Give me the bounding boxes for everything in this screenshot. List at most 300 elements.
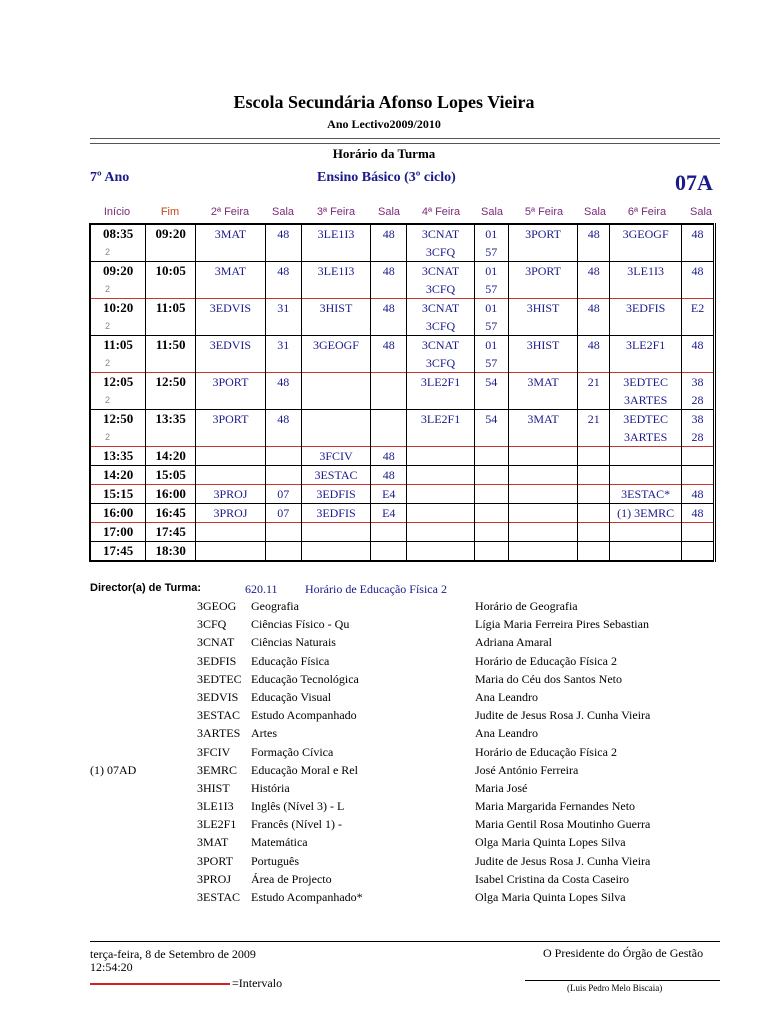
subject-cell: 3CNAT bbox=[407, 224, 475, 243]
subject-cell bbox=[508, 243, 578, 262]
subject-cell bbox=[407, 447, 475, 466]
start-time: 11:05 bbox=[90, 336, 146, 355]
room-cell bbox=[371, 391, 407, 410]
legend-row bbox=[0, 654, 768, 672]
table-row bbox=[90, 280, 715, 299]
table-row bbox=[90, 373, 715, 392]
subject-cell: 3PORT bbox=[196, 373, 266, 392]
legend-teacher: Maria José bbox=[475, 780, 528, 795]
room-cell bbox=[371, 243, 407, 262]
room-cell bbox=[682, 466, 715, 485]
room-cell: 54 bbox=[474, 410, 508, 429]
legend-subject: Estudo Acompanhado bbox=[251, 708, 357, 723]
legend-row bbox=[0, 599, 768, 617]
legend-subject: Artes bbox=[251, 726, 277, 741]
subject-cell bbox=[301, 373, 371, 392]
legend-row bbox=[0, 672, 768, 690]
start-time: 12:50 bbox=[90, 410, 146, 429]
room-cell bbox=[682, 354, 715, 373]
subject-cell bbox=[508, 354, 578, 373]
period-count: 2 bbox=[90, 317, 146, 336]
subject-cell bbox=[610, 317, 682, 336]
room-cell: 48 bbox=[265, 373, 301, 392]
room-cell: 57 bbox=[474, 317, 508, 336]
room-cell bbox=[578, 428, 610, 447]
subject-cell bbox=[196, 280, 266, 299]
legend-code: 3ESTAC bbox=[197, 708, 241, 723]
room-cell: 48 bbox=[371, 466, 407, 485]
legend-subject: Inglês (Nível 3) - L bbox=[251, 799, 345, 814]
legend-subject: Francês (Nível 1) - bbox=[251, 817, 342, 832]
room-cell bbox=[265, 428, 301, 447]
legend-code: 3PORT bbox=[197, 853, 233, 868]
subject-cell bbox=[196, 428, 266, 447]
subject-cell bbox=[610, 354, 682, 373]
room-cell bbox=[682, 280, 715, 299]
subject-cell: 3ESTAC* bbox=[610, 485, 682, 504]
room-cell bbox=[682, 243, 715, 262]
legend-teacher: Horário de Geografia bbox=[475, 599, 578, 613]
room-cell: 48 bbox=[682, 262, 715, 281]
room-cell: 01 bbox=[474, 224, 508, 243]
subject-cell: 3EDVIS bbox=[196, 336, 266, 355]
legend-code: 3EDTEC bbox=[197, 671, 242, 686]
room-cell: 07 bbox=[265, 504, 301, 523]
legend-code: 3LE1I3 bbox=[197, 799, 234, 814]
room-cell bbox=[474, 542, 508, 562]
legend-teacher: Horário de Educação Física 2 bbox=[475, 653, 617, 668]
legend-subject: Área de Projecto bbox=[251, 871, 332, 886]
room-cell bbox=[578, 485, 610, 504]
period-count: 2 bbox=[90, 391, 146, 410]
period-count: 2 bbox=[90, 428, 146, 447]
subject-cell bbox=[610, 523, 682, 542]
legend-subject: Educação Tecnológica bbox=[251, 671, 359, 686]
end-time-spacer bbox=[146, 428, 196, 447]
legend-subject: Ciências Naturais bbox=[251, 635, 336, 650]
room-cell bbox=[682, 523, 715, 542]
room-cell: 07 bbox=[265, 485, 301, 504]
legend-teacher: Olga Maria Quinta Lopes Silva bbox=[475, 890, 626, 904]
table-row bbox=[90, 504, 715, 523]
legend-row bbox=[0, 890, 768, 908]
room-cell bbox=[371, 354, 407, 373]
subject-cell: 3ARTES bbox=[610, 391, 682, 410]
subject-cell: 3PORT bbox=[508, 224, 578, 243]
table-row bbox=[90, 317, 715, 336]
subject-cell bbox=[610, 243, 682, 262]
subject-cell: 3PORT bbox=[508, 262, 578, 281]
room-cell bbox=[265, 317, 301, 336]
subject-cell bbox=[508, 391, 578, 410]
legend-row bbox=[0, 745, 768, 763]
header-room-2: Sala bbox=[377, 206, 401, 218]
subject-cell bbox=[407, 523, 475, 542]
room-cell: 38 bbox=[682, 410, 715, 429]
subject-cell: 3FCIV bbox=[301, 447, 371, 466]
room-cell: 48 bbox=[371, 299, 407, 318]
legend-subject: Educação Moral e Rel bbox=[251, 762, 358, 777]
legend-teacher: Isabel Cristina da Costa Caseiro bbox=[475, 871, 629, 886]
room-cell: E4 bbox=[371, 485, 407, 504]
room-cell: 31 bbox=[265, 299, 301, 318]
subject-cell bbox=[407, 466, 475, 485]
room-cell: 48 bbox=[371, 224, 407, 243]
subject-cell: (1) 3EMRC bbox=[610, 504, 682, 523]
header-start: Início bbox=[103, 206, 131, 218]
legend-code: 3ARTES bbox=[197, 726, 241, 741]
room-cell bbox=[265, 243, 301, 262]
subject-cell bbox=[407, 504, 475, 523]
subject-cell: 3CFQ bbox=[407, 317, 475, 336]
director-label: Director(a) de Turma: bbox=[90, 582, 202, 594]
subject-cell: 3CFQ bbox=[407, 280, 475, 299]
subject-cell bbox=[508, 504, 578, 523]
subject-cell: 3MAT bbox=[508, 410, 578, 429]
room-cell: 48 bbox=[265, 410, 301, 429]
room-cell bbox=[682, 447, 715, 466]
room-cell bbox=[474, 523, 508, 542]
start-time: 10:20 bbox=[90, 299, 146, 318]
legend-row bbox=[0, 817, 768, 835]
legend-code: 3ESTAC bbox=[197, 890, 241, 904]
room-cell: 48 bbox=[578, 336, 610, 355]
director-name: Horário de Educação Física 2 bbox=[305, 582, 447, 596]
subject-cell bbox=[610, 280, 682, 299]
legend-row bbox=[0, 799, 768, 817]
legend-subject: História bbox=[251, 780, 290, 795]
header-room-5: Sala bbox=[689, 206, 713, 218]
room-cell bbox=[265, 447, 301, 466]
room-cell bbox=[474, 504, 508, 523]
subject-cell: 3LE2F1 bbox=[610, 336, 682, 355]
subject-cell bbox=[301, 542, 371, 562]
subject-cell: 3MAT bbox=[508, 373, 578, 392]
legend-teacher: Adriana Amaral bbox=[475, 635, 552, 650]
room-cell: 21 bbox=[578, 410, 610, 429]
header-thursday: 5ª Feira bbox=[524, 206, 564, 218]
room-cell: 48 bbox=[682, 224, 715, 243]
end-time-spacer bbox=[146, 391, 196, 410]
room-cell bbox=[371, 523, 407, 542]
room-cell: 48 bbox=[578, 299, 610, 318]
legend-row bbox=[0, 781, 768, 799]
legend-row bbox=[0, 617, 768, 635]
legend-row bbox=[0, 872, 768, 890]
room-cell: E4 bbox=[371, 504, 407, 523]
start-time: 16:00 bbox=[90, 504, 146, 523]
room-cell bbox=[265, 354, 301, 373]
room-cell bbox=[371, 317, 407, 336]
table-row bbox=[90, 391, 715, 410]
room-cell: 54 bbox=[474, 373, 508, 392]
end-time: 12:50 bbox=[146, 373, 196, 392]
table-row bbox=[90, 485, 715, 504]
room-cell bbox=[474, 485, 508, 504]
legend-row bbox=[0, 835, 768, 853]
start-time: 12:05 bbox=[90, 373, 146, 392]
subject-cell: 3LE1I3 bbox=[301, 224, 371, 243]
room-cell bbox=[682, 542, 715, 562]
header-friday: 6ª Feira bbox=[627, 206, 667, 218]
start-time: 13:35 bbox=[90, 447, 146, 466]
room-cell bbox=[578, 280, 610, 299]
period-count: 2 bbox=[90, 243, 146, 262]
header-room-3: Sala bbox=[480, 206, 504, 218]
end-time: 16:45 bbox=[146, 504, 196, 523]
subject-cell: 3MAT bbox=[196, 224, 266, 243]
legend-teacher: Judite de Jesus Rosa J. Cunha Vieira bbox=[475, 708, 651, 723]
table-row bbox=[90, 336, 715, 355]
subject-cell: 3HIST bbox=[508, 336, 578, 355]
room-cell: 48 bbox=[265, 262, 301, 281]
legend-code: 3FCIV bbox=[197, 744, 231, 759]
legend-row bbox=[0, 854, 768, 872]
start-time: 08:35 bbox=[90, 224, 146, 243]
table-row bbox=[90, 243, 715, 262]
room-cell bbox=[682, 317, 715, 336]
table-row bbox=[90, 466, 715, 485]
legend-teacher: Judite de Jesus Rosa J. Cunha Vieira bbox=[475, 853, 651, 868]
signature-line bbox=[525, 980, 720, 981]
legend-subject: Geografia bbox=[251, 599, 299, 613]
legend-code: 3PROJ bbox=[197, 871, 232, 886]
room-cell bbox=[265, 523, 301, 542]
subject-cell bbox=[610, 542, 682, 562]
director-value: 620.11 bbox=[245, 582, 278, 596]
start-time: 14:20 bbox=[90, 466, 146, 485]
room-cell bbox=[371, 373, 407, 392]
room-cell bbox=[578, 391, 610, 410]
legend-teacher: Olga Maria Quinta Lopes Silva bbox=[475, 835, 626, 850]
room-cell bbox=[371, 410, 407, 429]
room-cell: 21 bbox=[578, 373, 610, 392]
legend-code: 3HIST bbox=[197, 780, 230, 795]
subject-cell bbox=[508, 466, 578, 485]
interval-legend-label: =Intervalo bbox=[232, 976, 283, 990]
subject-cell bbox=[508, 542, 578, 562]
subject-cell bbox=[196, 523, 266, 542]
room-cell bbox=[578, 243, 610, 262]
subject-cell: 3EDVIS bbox=[196, 299, 266, 318]
room-cell bbox=[474, 466, 508, 485]
header-monday: 2ª Feira bbox=[210, 206, 250, 218]
subject-cell: 3EDFIS bbox=[301, 485, 371, 504]
page-subtitle: Horário da Turma bbox=[332, 146, 436, 161]
end-time: 15:05 bbox=[146, 466, 196, 485]
end-time: 14:20 bbox=[146, 447, 196, 466]
subject-cell bbox=[301, 243, 371, 262]
subject-cell bbox=[508, 485, 578, 504]
table-row bbox=[90, 410, 715, 429]
table-row bbox=[90, 428, 715, 447]
room-cell bbox=[578, 447, 610, 466]
footer-datetime bbox=[90, 948, 256, 974]
header-end: Fim bbox=[160, 206, 180, 218]
end-time: 11:05 bbox=[146, 299, 196, 318]
legend-subject: Educação Visual bbox=[251, 689, 332, 704]
subject-cell bbox=[196, 391, 266, 410]
president-label: O Presidente do Órgão de Gestão bbox=[543, 946, 704, 960]
subject-cell: 3EDFIS bbox=[610, 299, 682, 318]
legend-row bbox=[0, 726, 768, 744]
end-time: 16:00 bbox=[146, 485, 196, 504]
subject-cell bbox=[301, 428, 371, 447]
room-cell: 31 bbox=[265, 336, 301, 355]
schedule-table bbox=[89, 223, 716, 562]
subject-cell: 3CNAT bbox=[407, 299, 475, 318]
room-cell bbox=[265, 542, 301, 562]
subject-cell: 3ESTAC bbox=[301, 466, 371, 485]
subject-cell: 3CFQ bbox=[407, 354, 475, 373]
header-room-4: Sala bbox=[583, 206, 607, 218]
room-cell: 01 bbox=[474, 299, 508, 318]
legend-code: 3EDFIS bbox=[197, 653, 237, 668]
room-cell bbox=[474, 447, 508, 466]
legend-row bbox=[0, 690, 768, 708]
header-wednesday: 4ª Feira bbox=[421, 206, 461, 218]
end-time: 11:50 bbox=[146, 336, 196, 355]
room-cell: 57 bbox=[474, 354, 508, 373]
header-divider bbox=[90, 138, 720, 144]
room-cell bbox=[371, 428, 407, 447]
legend-subject: Português bbox=[251, 853, 299, 868]
table-row bbox=[90, 354, 715, 373]
subject-cell: 3EDTEC bbox=[610, 410, 682, 429]
period-count: 2 bbox=[90, 354, 146, 373]
subject-cell bbox=[196, 354, 266, 373]
subject-cell: 3GEOGF bbox=[610, 224, 682, 243]
room-cell bbox=[578, 354, 610, 373]
subject-cell bbox=[196, 447, 266, 466]
end-time-spacer bbox=[146, 243, 196, 262]
subject-cell bbox=[196, 466, 266, 485]
subject-cell: 3PORT bbox=[196, 410, 266, 429]
subject-cell bbox=[301, 523, 371, 542]
legend-note: (1) 07AD bbox=[90, 762, 137, 777]
class-code: 07A bbox=[675, 170, 713, 195]
room-cell: 57 bbox=[474, 280, 508, 299]
room-cell bbox=[578, 317, 610, 336]
school-year: Ano Lectivo2009/2010 bbox=[327, 117, 441, 131]
period-count: 2 bbox=[90, 280, 146, 299]
room-cell bbox=[371, 542, 407, 562]
subject-cell bbox=[301, 317, 371, 336]
table-row bbox=[90, 542, 715, 562]
subject-cell bbox=[508, 317, 578, 336]
legend-row bbox=[0, 708, 768, 726]
legend-code: 3EMRC bbox=[197, 762, 238, 777]
room-cell bbox=[578, 466, 610, 485]
start-time: 09:20 bbox=[90, 262, 146, 281]
subject-cell bbox=[508, 523, 578, 542]
legend-code: 3CNAT bbox=[197, 635, 235, 650]
table-row bbox=[90, 523, 715, 542]
end-time: 10:05 bbox=[146, 262, 196, 281]
room-cell: 48 bbox=[682, 485, 715, 504]
legend-subject: Educação Física bbox=[251, 653, 330, 668]
legend-code: 3MAT bbox=[197, 835, 229, 850]
room-cell: 48 bbox=[682, 336, 715, 355]
legend-row bbox=[0, 763, 768, 781]
legend-teacher: José António Ferreira bbox=[475, 762, 579, 777]
level-label: Ensino Básico (3º ciclo) bbox=[317, 170, 456, 185]
subject-cell: 3CFQ bbox=[407, 243, 475, 262]
table-row bbox=[90, 262, 715, 281]
legend-teacher: Maria do Céu dos Santos Neto bbox=[475, 671, 622, 686]
subject-cell bbox=[407, 485, 475, 504]
footer-divider bbox=[90, 941, 720, 942]
end-time: 18:30 bbox=[146, 542, 196, 562]
room-cell: 48 bbox=[578, 262, 610, 281]
subject-cell: 3LE1I3 bbox=[610, 262, 682, 281]
table-row bbox=[90, 299, 715, 318]
room-cell: 01 bbox=[474, 262, 508, 281]
subject-cell: 3PROJ bbox=[196, 485, 266, 504]
room-cell bbox=[265, 391, 301, 410]
room-cell: 38 bbox=[682, 373, 715, 392]
end-time: 13:35 bbox=[146, 410, 196, 429]
subject-cell bbox=[301, 354, 371, 373]
legend-subject: Ciências Físico - Qu bbox=[251, 617, 350, 632]
subject-cell: 3CNAT bbox=[407, 336, 475, 355]
subject-cell: 3GEOGF bbox=[301, 336, 371, 355]
legend-teacher: Maria Gentil Rosa Moutinho Guerra bbox=[475, 817, 651, 832]
end-time-spacer bbox=[146, 354, 196, 373]
table-row bbox=[90, 224, 715, 243]
room-cell bbox=[265, 466, 301, 485]
subject-cell bbox=[407, 428, 475, 447]
start-time: 17:45 bbox=[90, 542, 146, 562]
header-tuesday: 3ª Feira bbox=[316, 206, 356, 218]
table-row bbox=[90, 447, 715, 466]
legend-row bbox=[0, 635, 768, 653]
subject-cell: 3HIST bbox=[508, 299, 578, 318]
legend-teacher: Horário de Educação Física 2 bbox=[475, 744, 617, 759]
room-cell bbox=[474, 428, 508, 447]
room-cell: 48 bbox=[371, 262, 407, 281]
legend-teacher: Maria Margarida Fernandes Neto bbox=[475, 799, 636, 814]
subject-cell: 3CNAT bbox=[407, 262, 475, 281]
subject-cell: 3MAT bbox=[196, 262, 266, 281]
subject-cell bbox=[508, 447, 578, 466]
start-time: 17:00 bbox=[90, 523, 146, 542]
subject-cell bbox=[508, 428, 578, 447]
subject-cell: 3LE1I3 bbox=[301, 262, 371, 281]
subject-cell: 3HIST bbox=[301, 299, 371, 318]
header-room-1: Sala bbox=[271, 206, 295, 218]
legend-subject: Matemática bbox=[251, 835, 308, 850]
room-cell: E2 bbox=[682, 299, 715, 318]
room-cell bbox=[578, 542, 610, 562]
legend-teacher: Ana Leandro bbox=[475, 726, 538, 741]
room-cell: 48 bbox=[371, 336, 407, 355]
grade-label: 7º Ano bbox=[90, 170, 130, 185]
room-cell: 28 bbox=[682, 428, 715, 447]
end-time: 17:45 bbox=[146, 523, 196, 542]
legend-code: 3CFQ bbox=[197, 617, 227, 632]
subject-cell: 3PROJ bbox=[196, 504, 266, 523]
school-name: Escola Secundária Afonso Lopes Vieira bbox=[233, 92, 535, 112]
subject-cell: 3LE2F1 bbox=[407, 410, 475, 429]
subject-legend bbox=[0, 599, 768, 908]
end-time-spacer bbox=[146, 317, 196, 336]
legend-subject: Formação Cívica bbox=[251, 744, 334, 759]
room-cell bbox=[371, 280, 407, 299]
subject-cell bbox=[610, 447, 682, 466]
subject-cell bbox=[196, 243, 266, 262]
legend-teacher: Ana Leandro bbox=[475, 689, 538, 704]
